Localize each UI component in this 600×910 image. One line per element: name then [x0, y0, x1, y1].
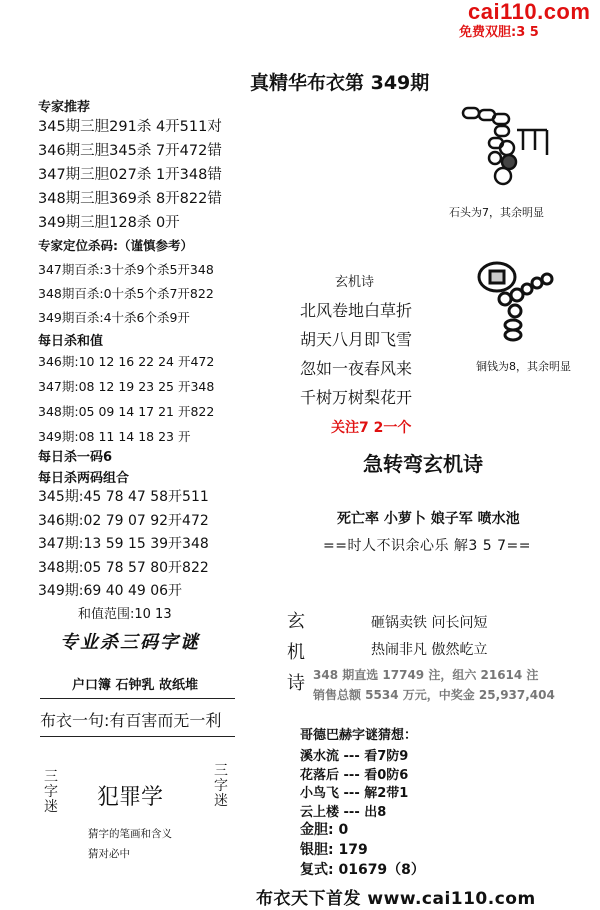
- stone-seven-picture: [455, 100, 565, 190]
- xuanji-label: 玄 机 诗: [287, 611, 305, 694]
- page-title: 真精华布衣第 349期: [250, 72, 430, 94]
- position-kill-heading: 专家定位杀码:（谨慎参考）: [38, 238, 193, 253]
- poem-lines: [300, 296, 412, 412]
- list-item: 银胆: 179: [300, 842, 368, 858]
- poem-line: 千树万树梨花开: [300, 388, 413, 407]
- stats-line1: 348 期直选 17749 注，组六 21614 注: [313, 668, 539, 682]
- list-item: 348期百杀:0十杀5个杀7开822: [38, 286, 214, 301]
- list-item: 349期:08 11 14 18 23 开: [38, 429, 191, 444]
- daily-one-kill: 每日杀一码6: [38, 450, 113, 465]
- list-item: 348期三胆369杀 8开822错: [38, 191, 222, 207]
- list-item: 347期三胆027杀 1开348错: [38, 167, 222, 183]
- riddle-three-title: 专业杀三码字谜: [60, 632, 200, 653]
- footer-text: 布衣天下首发 www.cai110.com: [256, 889, 536, 909]
- list-item: 348期:05 09 14 17 21 开822: [38, 404, 215, 419]
- daily-two-heading: 每日杀两码组合: [38, 471, 130, 486]
- goldbach-list: [300, 748, 408, 822]
- list-item: 346期三胆345杀 7开472错: [38, 143, 222, 159]
- stone-chain-icon: [463, 108, 516, 184]
- barrier-icon: [517, 130, 547, 155]
- list-item: 349期百杀:4十杀6个杀9开: [38, 310, 190, 325]
- coin-chain-icon: [479, 263, 552, 340]
- list-item: 345期三胆291杀 4开511对: [38, 119, 222, 135]
- free-double-text: 免费双胆:3 5: [459, 25, 539, 40]
- goldbach-heading: 哥德巴赫字谜猜想：: [300, 728, 418, 743]
- xuanji-line1: 砸锅卖铁 问长问短: [371, 615, 488, 631]
- stats-line2: 销售总额 5534 万元，中奖金 25,937,404: [313, 688, 555, 702]
- experts-list: [38, 115, 222, 235]
- list-item: 347期:08 12 19 23 25 开348: [38, 379, 215, 394]
- list-item: 346期:02 79 07 92开472: [38, 512, 209, 529]
- list-item: 花落后 --- 看0防6: [300, 767, 409, 783]
- poem-heading: 玄机诗: [335, 275, 375, 290]
- riddle-three-answer: 户口簿 石钟乳 故纸堆: [72, 678, 199, 693]
- turn-poem-title: 急转弯玄机诗: [363, 452, 483, 476]
- daily-sum-heading: 每日杀和值: [38, 334, 104, 349]
- turn-poem-line1: 死亡率 小萝卜 娘子军 喷水池: [337, 511, 520, 527]
- list-item: 347期百杀:3十杀9个杀5开348: [38, 262, 214, 277]
- position-kill-list: [38, 258, 214, 330]
- list-item: 溪水流 --- 看7防9: [300, 749, 409, 764]
- xuanji-line2: 热闹非凡 傲然屹立: [371, 642, 488, 658]
- coin-eight-picture: [475, 255, 565, 350]
- riddle-note-2: 猜对必中: [88, 848, 130, 860]
- poem-line: 忽如一夜春风来: [300, 359, 413, 378]
- riddle-word-title: 犯罪学: [97, 785, 164, 810]
- list-item: 金胆: 0: [300, 822, 349, 838]
- daily-sum-list: [38, 349, 214, 449]
- daily-two-list: [38, 486, 209, 604]
- riddle-note-1: 猜字的笔画和含义: [88, 828, 172, 840]
- list-item: 347期:13 59 15 39开348: [38, 536, 209, 552]
- list-item: 349期:69 40 49 06开: [38, 583, 183, 599]
- list-item: 云上楼 --- 出8: [300, 804, 387, 820]
- list-item: 348期:05 78 57 80开822: [38, 559, 209, 576]
- sum-range: 和值范围:10 13: [78, 607, 172, 622]
- turn-poem-line2: ==时人不识余心乐 解3 5 7==: [323, 538, 531, 554]
- poem-line: 胡天八月即飞雪: [300, 330, 413, 349]
- poem-line: 北风卷地白草折: [300, 301, 413, 320]
- list-item: 复式: 01679（8）: [300, 862, 425, 878]
- three-word-label-right: 三 字 迷: [214, 763, 228, 809]
- list-item: 349期三胆128杀 0开: [38, 215, 180, 231]
- three-word-label-left: 三 字 迷: [44, 769, 58, 815]
- site-logo: cai110.com: [468, 0, 591, 24]
- picture1-caption: 石头为7，其余明显: [449, 206, 544, 219]
- list-item: 346期:10 12 16 22 24 开472: [38, 354, 215, 369]
- list-item: 345期:45 78 47 58开511: [38, 489, 209, 505]
- divider: [40, 698, 235, 699]
- one-sentence: 布衣一句:有百害而无一利: [40, 711, 222, 730]
- picture2-caption: 铜钱为8，其余明显: [476, 360, 571, 373]
- poem-focus: 关注7 2一个: [331, 420, 412, 436]
- list-item: 小鸟飞 --- 解2带1: [300, 786, 409, 801]
- goldbach-gall-list: [300, 820, 425, 880]
- divider: [40, 736, 235, 737]
- experts-heading: 专家推荐: [38, 100, 91, 115]
